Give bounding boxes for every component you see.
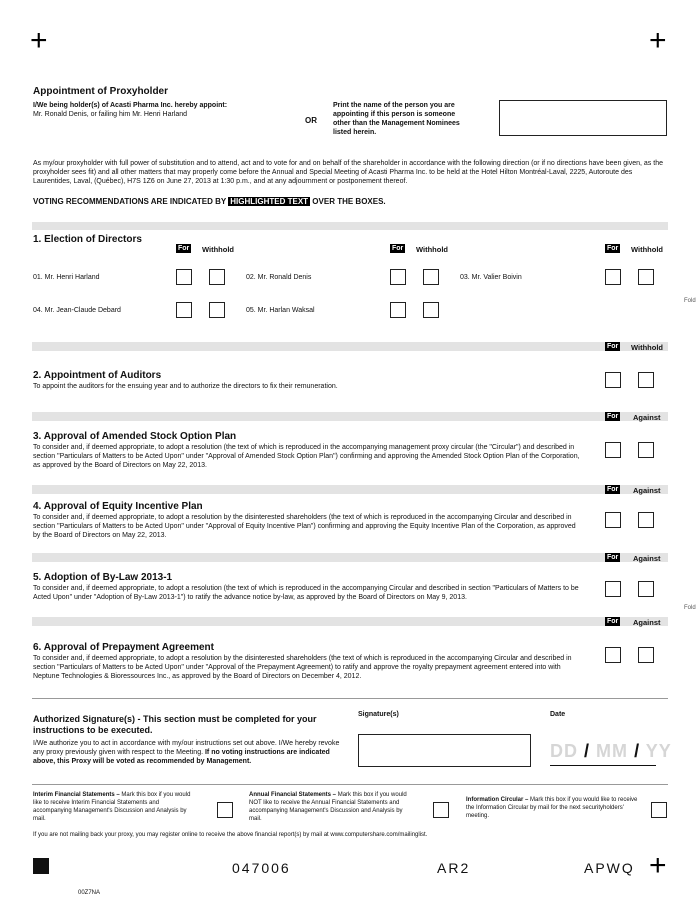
- item-title: 5. Adoption of By-Law 2013-1: [33, 572, 173, 583]
- date-dd: DD: [550, 741, 578, 761]
- form-code: AR2: [437, 860, 471, 876]
- for-label: For: [178, 245, 190, 252]
- section-bar: [32, 485, 668, 494]
- director-1-for-checkbox[interactable]: [176, 269, 192, 285]
- appoint-line1: I/We being holder(s) of Acasti Pharma Inc. hereby appoint:: [33, 102, 228, 109]
- item-title: 6. Approval of Prepayment Agreement: [33, 642, 214, 653]
- director-5-withhold-checkbox[interactable]: [423, 302, 439, 318]
- proxy-title: Appointment of Proxyholder: [33, 86, 168, 97]
- date-slash: /: [584, 741, 591, 761]
- interim-body: Mark this box if you would like to receive Interim Financial Statements and accompanying Management's Discussion and Analysis by mail.: [33, 792, 191, 822]
- signature-text-pre: I/We authorize you to act in accordance with my/our instructions set out above. I/We hereby revoke any proxy previously given with respect to the Meeting.: [33, 740, 340, 756]
- form-id: 00Z7NA: [78, 890, 101, 896]
- divider: [32, 698, 668, 699]
- annual-body: Mark this box if you would NOT like to receive the Annual Financial Statements and accompanying Management's Discussion and Analysis by mail.: [249, 792, 407, 822]
- director-4-withhold-checkbox[interactable]: [209, 302, 225, 318]
- withhold-label: Withhold: [631, 245, 664, 254]
- director-3-withhold-checkbox[interactable]: [638, 269, 654, 285]
- bylaw-against-checkbox[interactable]: [638, 581, 654, 597]
- for-label: For: [607, 245, 619, 252]
- stock-option-for-checkbox[interactable]: [605, 442, 621, 458]
- section-bar: [32, 412, 668, 421]
- date-underline: [550, 765, 656, 766]
- director-name: 05. Mr. Harlan Waksal: [246, 307, 315, 314]
- signature-input[interactable]: [358, 734, 531, 767]
- divider: [32, 784, 668, 785]
- info-title: Information Circular –: [466, 797, 529, 803]
- item-text: To consider and, if deemed appropriate, to adopt a resolution by the disinterested shareholders (the text of which is reproduced in the accompanying Circular and described in section "Particulars of Matters to be Acted Upon" under "Approval of Equity Incentive Plan") confirming and approving the Equity Incentive Plan of the Corporation, as approved by the Board of Directors on May 22, 2013.: [33, 514, 576, 539]
- director-name: 04. Mr. Jean-Claude Debard: [33, 307, 121, 314]
- for-label: For: [607, 343, 619, 350]
- or-label: OR: [305, 116, 317, 125]
- for-label: For: [392, 245, 404, 252]
- stock-option-against-checkbox[interactable]: [638, 442, 654, 458]
- director-name: 01. Mr. Henri Harland: [33, 274, 100, 281]
- against-label: Against: [633, 413, 661, 422]
- date-label: Date: [550, 711, 566, 718]
- annual-title: Annual Financial Statements –: [249, 792, 337, 798]
- director-1-withhold-checkbox[interactable]: [209, 269, 225, 285]
- section-bar: [32, 553, 668, 562]
- print-name-instruction: Print the name of the person you are appointing if this person is someone other than the Management Nominees listed herein.: [333, 102, 460, 136]
- date-mm: MM: [596, 741, 629, 761]
- director-name: 02. Mr. Ronald Denis: [246, 274, 312, 281]
- item-text: To consider and, if deemed appropriate, to adopt a resolution by the disinterested shareholders (the text of which is reproduced in the accompanying Circular and described in section "Particulars of Matters to be Acted Upon" under "Approval of the Prepayment Agreement) to ratify and approve the royalty prepayment agreement entered into with Neptune Technologies & Bioressources Inc., as approved by the Board of Directors on December 4, 2012.: [33, 655, 572, 680]
- signature-text: [33, 739, 343, 766]
- director-2-for-checkbox[interactable]: [390, 269, 406, 285]
- equity-plan-for-checkbox[interactable]: [605, 512, 621, 528]
- for-label: For: [607, 618, 619, 625]
- interim-statements-text: [33, 791, 198, 823]
- director-name: 03. Mr. Valier Boivin: [460, 274, 522, 281]
- withhold-label: Withhold: [416, 245, 449, 254]
- voting-pre: VOTING RECOMMENDATIONS ARE INDICATED BY: [33, 197, 227, 206]
- prepayment-against-checkbox[interactable]: [638, 647, 654, 663]
- withhold-label: Withhold: [631, 343, 664, 352]
- item-title: 2. Appointment of Auditors: [33, 370, 162, 381]
- online-register-text: If you are not mailing back your proxy, you may register online to receive the above financial report(s) by mail at www.computershare.com/mailinglist.: [33, 832, 428, 838]
- item-text: To consider and, if deemed appropriate, to adopt a resolution (the text of which is reproduced in the accompanying management proxy circular (the "Circular") and described in section "Particulars of Matters to be Acted Upon" under "Approval of Amended Stock Option Plan") confirming and approving the Amended Stock Option Plan of the Corporation, as approved by the Board of Directors on May 22, 2013.: [33, 444, 580, 469]
- annual-statements-text: [249, 791, 414, 823]
- date-input[interactable]: [550, 741, 672, 762]
- for-label: For: [607, 486, 619, 493]
- item-text: To appoint the auditors for the ensuing year and to authorize the directors to fix their remuneration.: [33, 383, 338, 390]
- item-title: 4. Approval of Equity Incentive Plan: [33, 501, 203, 512]
- registration-mark-bottom-right: +: [649, 849, 667, 882]
- fold-mark: Fold: [684, 298, 696, 304]
- item-text: To consider and, if deemed appropriate, to adopt a resolution (the text of which is reproduced in the accompanying Circular and described in section "Particulars of Matters to be Acted Upon" under "Adoption of By-Law 2013-1") to ratify the advance notice by-law, as approved by the Board of Directors on May 9, 2013.: [33, 585, 579, 601]
- director-2-withhold-checkbox[interactable]: [423, 269, 439, 285]
- for-label: For: [607, 554, 619, 561]
- against-label: Against: [633, 618, 661, 627]
- fold-mark: Fold: [684, 605, 696, 611]
- registration-mark-top-right: +: [649, 24, 667, 57]
- directors-title: 1. Election of Directors: [33, 234, 142, 245]
- appoint-line2: Mr. Ronald Denis, or failing him Mr. Henri Harland: [33, 111, 188, 118]
- information-circular-checkbox[interactable]: [651, 802, 667, 818]
- bylaw-for-checkbox[interactable]: [605, 581, 621, 597]
- withhold-label: Withhold: [202, 245, 235, 254]
- voting-recommendations: [33, 197, 386, 206]
- voting-post: OVER THE BOXES.: [312, 197, 386, 206]
- director-4-for-checkbox[interactable]: [176, 302, 192, 318]
- prepayment-for-checkbox[interactable]: [605, 647, 621, 663]
- auditors-for-checkbox[interactable]: [605, 372, 621, 388]
- section-bar: [32, 617, 668, 626]
- item-title: 3. Approval of Amended Stock Option Plan: [33, 431, 237, 442]
- interim-title: Interim Financial Statements –: [33, 792, 120, 798]
- interim-statements-checkbox[interactable]: [217, 802, 233, 818]
- section-bar: [32, 342, 668, 351]
- auditors-withhold-checkbox[interactable]: [638, 372, 654, 388]
- form-code: 047006: [232, 860, 291, 876]
- date-yy: YY: [645, 741, 672, 761]
- director-3-for-checkbox[interactable]: [605, 269, 621, 285]
- proxy-paragraph: As my/our proxyholder with full power of substitution and to attend, act and to vote for and on behalf of the shareholder in accordance with the following direction (or if no directions have been given, as the proxyholder sees fit) and all other matters that may properly come before the Annual and Special Meeting of Acasti Pharma Inc. to be held at the Hotel Hilton Montréal-Laval, 2225, Autoroute des Laurentides, Laval, (Québec), H7S 1Z6 on June 27, 2013 at 1:30 p.m., and at any adjournment or postponement thereof.: [33, 160, 663, 185]
- date-slash: /: [634, 741, 641, 761]
- registration-mark-top-left: +: [30, 24, 48, 57]
- against-label: Against: [633, 554, 661, 563]
- for-label: For: [607, 413, 619, 420]
- director-5-for-checkbox[interactable]: [390, 302, 406, 318]
- signature-label: Signature(s): [358, 711, 399, 718]
- section-bar: [32, 222, 668, 230]
- info-body: Mark this box if you would like to receive the Information Circular by mail for the next securityholders' meeting.: [466, 797, 638, 819]
- information-circular-text: [466, 796, 641, 820]
- signature-text-bold: If no voting instructions are indicated above, this Proxy will be voted as recommended by Management.: [33, 749, 330, 765]
- form-code: APWQ: [584, 860, 635, 876]
- proxyholder-name-input[interactable]: [499, 100, 667, 136]
- annual-statements-checkbox[interactable]: [433, 802, 449, 818]
- voting-highlight: HIGHLIGHTED TEXT: [230, 197, 309, 206]
- signature-title: Authorized Signature(s) - This section must be completed for your instructions to be executed.: [33, 714, 317, 735]
- equity-plan-against-checkbox[interactable]: [638, 512, 654, 528]
- corner-block: [33, 858, 49, 874]
- against-label: Against: [633, 486, 661, 495]
